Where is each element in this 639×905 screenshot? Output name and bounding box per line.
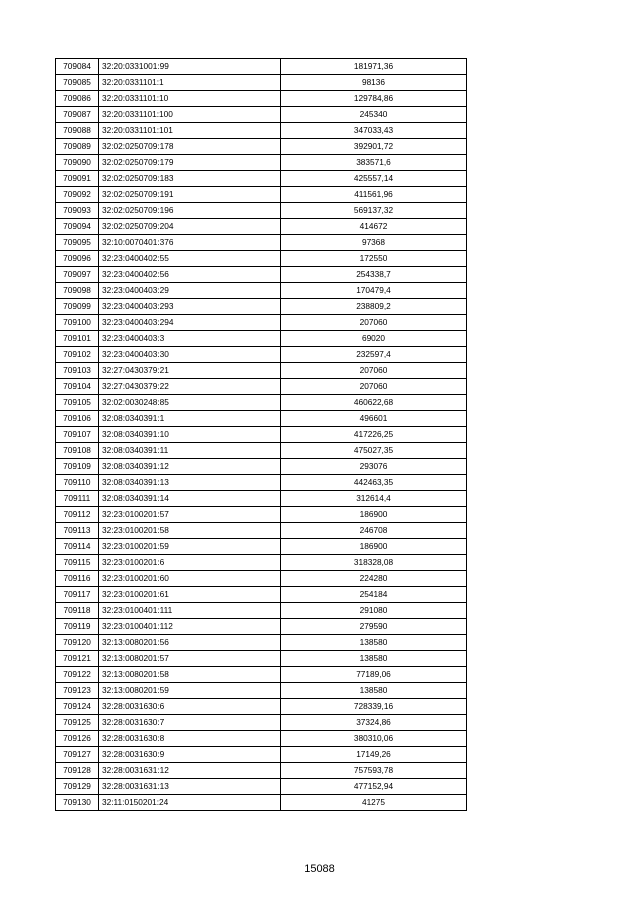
row-number-cell: 709119 bbox=[56, 619, 99, 635]
value-cell: 254338,7 bbox=[281, 267, 467, 283]
row-number-cell: 709118 bbox=[56, 603, 99, 619]
row-number-cell: 709104 bbox=[56, 379, 99, 395]
row-number-cell: 709091 bbox=[56, 171, 99, 187]
cadastral-number-cell: 32:08:0340391:14 bbox=[99, 491, 281, 507]
row-number-cell: 709124 bbox=[56, 699, 99, 715]
value-cell: 17149,26 bbox=[281, 747, 467, 763]
row-number-cell: 709110 bbox=[56, 475, 99, 491]
table-row bbox=[56, 459, 467, 475]
page-number: 15088 bbox=[304, 863, 335, 875]
cadastral-number-cell: 32:23:0100201:61 bbox=[99, 587, 281, 603]
row-number-cell: 709115 bbox=[56, 555, 99, 571]
value-cell: 318328,08 bbox=[281, 555, 467, 571]
cadastral-number-cell: 32:28:0031630:7 bbox=[99, 715, 281, 731]
table-row bbox=[56, 395, 467, 411]
table-row bbox=[56, 523, 467, 539]
table-row bbox=[56, 283, 467, 299]
cadastral-number-cell: 32:02:0250709:196 bbox=[99, 203, 281, 219]
value-cell: 569137,32 bbox=[281, 203, 467, 219]
table-row bbox=[56, 603, 467, 619]
table-row bbox=[56, 91, 467, 107]
cadastral-number-cell: 32:28:0031631:13 bbox=[99, 779, 281, 795]
cadastral-number-cell: 32:23:0400402:56 bbox=[99, 267, 281, 283]
row-number-cell: 709102 bbox=[56, 347, 99, 363]
table-row bbox=[56, 763, 467, 779]
row-number-cell: 709105 bbox=[56, 395, 99, 411]
row-number-cell: 709097 bbox=[56, 267, 99, 283]
table-row bbox=[56, 187, 467, 203]
value-cell: 138580 bbox=[281, 683, 467, 699]
cadastral-number-cell: 32:02:0250709:183 bbox=[99, 171, 281, 187]
table-row bbox=[56, 683, 467, 699]
table-row bbox=[56, 587, 467, 603]
value-cell: 172550 bbox=[281, 251, 467, 267]
cadastral-number-cell: 32:23:0100201:60 bbox=[99, 571, 281, 587]
table-row bbox=[56, 427, 467, 443]
value-cell: 380310,06 bbox=[281, 731, 467, 747]
table-row bbox=[56, 219, 467, 235]
cadastral-number-cell: 32:28:0031630:9 bbox=[99, 747, 281, 763]
cadastral-number-cell: 32:27:0430379:22 bbox=[99, 379, 281, 395]
row-number-cell: 709103 bbox=[56, 363, 99, 379]
row-number-cell: 709123 bbox=[56, 683, 99, 699]
value-cell: 97368 bbox=[281, 235, 467, 251]
cadastral-number-cell: 32:23:0100201:59 bbox=[99, 539, 281, 555]
row-number-cell: 709088 bbox=[56, 123, 99, 139]
cadastral-number-cell: 32:27:0430379:21 bbox=[99, 363, 281, 379]
value-cell: 77189,06 bbox=[281, 667, 467, 683]
row-number-cell: 709112 bbox=[56, 507, 99, 523]
cadastral-number-cell: 32:02:0250709:204 bbox=[99, 219, 281, 235]
table-row bbox=[56, 123, 467, 139]
table-row bbox=[56, 363, 467, 379]
row-number-cell: 709108 bbox=[56, 443, 99, 459]
table-row bbox=[56, 171, 467, 187]
value-cell: 207060 bbox=[281, 379, 467, 395]
table-row bbox=[56, 731, 467, 747]
value-cell: 170479,4 bbox=[281, 283, 467, 299]
table-body bbox=[56, 59, 467, 811]
cadastral-number-cell: 32:28:0031630:6 bbox=[99, 699, 281, 715]
value-cell: 186900 bbox=[281, 539, 467, 555]
row-number-cell: 709126 bbox=[56, 731, 99, 747]
table-row bbox=[56, 747, 467, 763]
cadastral-number-cell: 32:11:0150201:24 bbox=[99, 795, 281, 811]
value-cell: 181971,36 bbox=[281, 59, 467, 75]
value-cell: 279590 bbox=[281, 619, 467, 635]
row-number-cell: 709114 bbox=[56, 539, 99, 555]
row-number-cell: 709128 bbox=[56, 763, 99, 779]
cadastral-number-cell: 32:13:0080201:58 bbox=[99, 667, 281, 683]
cadastral-number-cell: 32:23:0100201:6 bbox=[99, 555, 281, 571]
cadastral-number-cell: 32:02:0250709:179 bbox=[99, 155, 281, 171]
row-number-cell: 709130 bbox=[56, 795, 99, 811]
value-cell: 69020 bbox=[281, 331, 467, 347]
row-number-cell: 709106 bbox=[56, 411, 99, 427]
row-number-cell: 709092 bbox=[56, 187, 99, 203]
value-cell: 129784,86 bbox=[281, 91, 467, 107]
row-number-cell: 709100 bbox=[56, 315, 99, 331]
table-row bbox=[56, 267, 467, 283]
row-number-cell: 709122 bbox=[56, 667, 99, 683]
cadastral-number-cell: 32:08:0340391:1 bbox=[99, 411, 281, 427]
value-cell: 291080 bbox=[281, 603, 467, 619]
table-row bbox=[56, 779, 467, 795]
table-row bbox=[56, 411, 467, 427]
table-row bbox=[56, 331, 467, 347]
table-row bbox=[56, 667, 467, 683]
table-row bbox=[56, 635, 467, 651]
row-number-cell: 709094 bbox=[56, 219, 99, 235]
table-row bbox=[56, 571, 467, 587]
value-cell: 37324,86 bbox=[281, 715, 467, 731]
cadastral-value-table bbox=[55, 58, 467, 811]
cadastral-number-cell: 32:23:0400403:293 bbox=[99, 299, 281, 315]
cadastral-number-cell: 32:23:0400402:55 bbox=[99, 251, 281, 267]
table-row bbox=[56, 347, 467, 363]
value-cell: 460622,68 bbox=[281, 395, 467, 411]
value-cell: 186900 bbox=[281, 507, 467, 523]
row-number-cell: 709095 bbox=[56, 235, 99, 251]
row-number-cell: 709086 bbox=[56, 91, 99, 107]
cadastral-number-cell: 32:28:0031630:8 bbox=[99, 731, 281, 747]
cadastral-number-cell: 32:23:0400403:29 bbox=[99, 283, 281, 299]
row-number-cell: 709089 bbox=[56, 139, 99, 155]
cadastral-number-cell: 32:23:0400403:30 bbox=[99, 347, 281, 363]
table-row bbox=[56, 139, 467, 155]
cadastral-number-cell: 32:23:0100201:58 bbox=[99, 523, 281, 539]
row-number-cell: 709120 bbox=[56, 635, 99, 651]
table-row bbox=[56, 507, 467, 523]
cadastral-number-cell: 32:28:0031631:12 bbox=[99, 763, 281, 779]
row-number-cell: 709117 bbox=[56, 587, 99, 603]
value-cell: 254184 bbox=[281, 587, 467, 603]
row-number-cell: 709096 bbox=[56, 251, 99, 267]
row-number-cell: 709125 bbox=[56, 715, 99, 731]
row-number-cell: 709111 bbox=[56, 491, 99, 507]
cadastral-number-cell: 32:10:0070401:376 bbox=[99, 235, 281, 251]
table-row bbox=[56, 155, 467, 171]
cadastral-number-cell: 32:13:0080201:59 bbox=[99, 683, 281, 699]
value-cell: 232597,4 bbox=[281, 347, 467, 363]
value-cell: 392901,72 bbox=[281, 139, 467, 155]
table-row bbox=[56, 299, 467, 315]
cadastral-number-cell: 32:02:0250709:191 bbox=[99, 187, 281, 203]
value-cell: 207060 bbox=[281, 363, 467, 379]
row-number-cell: 709087 bbox=[56, 107, 99, 123]
table-row bbox=[56, 315, 467, 331]
row-number-cell: 709099 bbox=[56, 299, 99, 315]
table-row bbox=[56, 555, 467, 571]
table-row bbox=[56, 715, 467, 731]
cadastral-number-cell: 32:20:0331101:101 bbox=[99, 123, 281, 139]
cadastral-number-cell: 32:02:0250709:178 bbox=[99, 139, 281, 155]
value-cell: 238809,2 bbox=[281, 299, 467, 315]
table-row bbox=[56, 491, 467, 507]
value-cell: 138580 bbox=[281, 651, 467, 667]
row-number-cell: 709093 bbox=[56, 203, 99, 219]
value-cell: 728339,16 bbox=[281, 699, 467, 715]
value-cell: 207060 bbox=[281, 315, 467, 331]
table-row bbox=[56, 539, 467, 555]
value-cell: 138580 bbox=[281, 635, 467, 651]
cadastral-number-cell: 32:08:0340391:13 bbox=[99, 475, 281, 491]
value-cell: 224280 bbox=[281, 571, 467, 587]
table-row bbox=[56, 475, 467, 491]
row-number-cell: 709098 bbox=[56, 283, 99, 299]
row-number-cell: 709109 bbox=[56, 459, 99, 475]
value-cell: 425557,14 bbox=[281, 171, 467, 187]
table-row bbox=[56, 59, 467, 75]
table-row bbox=[56, 379, 467, 395]
value-cell: 475027,35 bbox=[281, 443, 467, 459]
row-number-cell: 709116 bbox=[56, 571, 99, 587]
row-number-cell: 709090 bbox=[56, 155, 99, 171]
cadastral-number-cell: 32:23:0100401:111 bbox=[99, 603, 281, 619]
cadastral-number-cell: 32:08:0340391:10 bbox=[99, 427, 281, 443]
cadastral-number-cell: 32:20:0331001:99 bbox=[99, 59, 281, 75]
cadastral-number-cell: 32:23:0400403:294 bbox=[99, 315, 281, 331]
value-cell: 383571,6 bbox=[281, 155, 467, 171]
row-number-cell: 709101 bbox=[56, 331, 99, 347]
table-row bbox=[56, 107, 467, 123]
cadastral-number-cell: 32:02:0030248:85 bbox=[99, 395, 281, 411]
value-cell: 41275 bbox=[281, 795, 467, 811]
cadastral-number-cell: 32:20:0331101:100 bbox=[99, 107, 281, 123]
value-cell: 414672 bbox=[281, 219, 467, 235]
table-row bbox=[56, 203, 467, 219]
row-number-cell: 709113 bbox=[56, 523, 99, 539]
table-row bbox=[56, 619, 467, 635]
row-number-cell: 709084 bbox=[56, 59, 99, 75]
value-cell: 245340 bbox=[281, 107, 467, 123]
value-cell: 757593,78 bbox=[281, 763, 467, 779]
value-cell: 411561,96 bbox=[281, 187, 467, 203]
table-row bbox=[56, 651, 467, 667]
table-row bbox=[56, 251, 467, 267]
value-cell: 417226,25 bbox=[281, 427, 467, 443]
cadastral-number-cell: 32:08:0340391:11 bbox=[99, 443, 281, 459]
row-number-cell: 709107 bbox=[56, 427, 99, 443]
value-cell: 347033,43 bbox=[281, 123, 467, 139]
cadastral-number-cell: 32:20:0331101:10 bbox=[99, 91, 281, 107]
cadastral-number-cell: 32:23:0400403:3 bbox=[99, 331, 281, 347]
cadastral-number-cell: 32:23:0100401:112 bbox=[99, 619, 281, 635]
value-cell: 496601 bbox=[281, 411, 467, 427]
table-row bbox=[56, 699, 467, 715]
table-row bbox=[56, 235, 467, 251]
table-row bbox=[56, 75, 467, 91]
value-cell: 312614,4 bbox=[281, 491, 467, 507]
value-cell: 246708 bbox=[281, 523, 467, 539]
cadastral-number-cell: 32:13:0080201:57 bbox=[99, 651, 281, 667]
table-row bbox=[56, 795, 467, 811]
cadastral-number-cell: 32:08:0340391:12 bbox=[99, 459, 281, 475]
row-number-cell: 709127 bbox=[56, 747, 99, 763]
value-cell: 477152,94 bbox=[281, 779, 467, 795]
cadastral-number-cell: 32:23:0100201:57 bbox=[99, 507, 281, 523]
cadastral-number-cell: 32:20:0331101:1 bbox=[99, 75, 281, 91]
row-number-cell: 709121 bbox=[56, 651, 99, 667]
value-cell: 442463,35 bbox=[281, 475, 467, 491]
row-number-cell: 709129 bbox=[56, 779, 99, 795]
cadastral-number-cell: 32:13:0080201:56 bbox=[99, 635, 281, 651]
value-cell: 98136 bbox=[281, 75, 467, 91]
table-row bbox=[56, 443, 467, 459]
value-cell: 293076 bbox=[281, 459, 467, 475]
row-number-cell: 709085 bbox=[56, 75, 99, 91]
